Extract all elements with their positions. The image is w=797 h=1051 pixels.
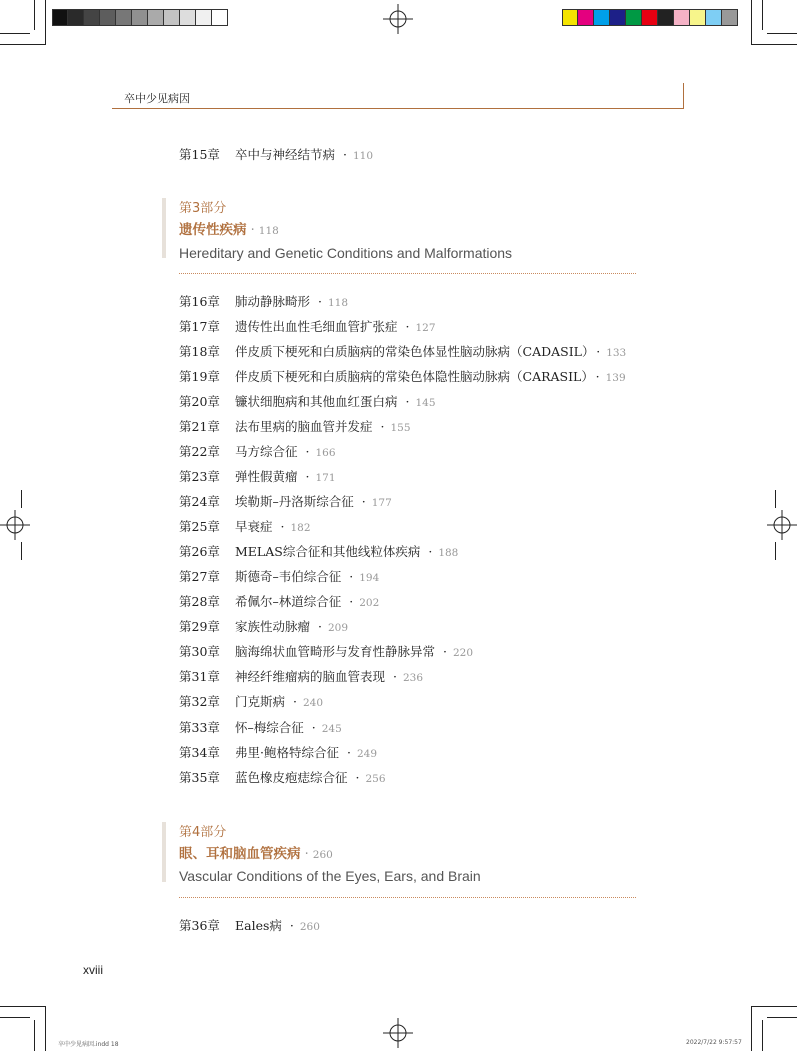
chapter-title: 伴皮质下梗死和白质脑病的常染色体隐性脑动脉病（CARASIL） xyxy=(235,369,588,385)
color-swatch xyxy=(626,9,642,26)
registration-mark-icon xyxy=(383,4,413,34)
page-number: 166 xyxy=(315,447,336,460)
chapter-number: 第36章 xyxy=(179,918,220,933)
chapter-title: 遗传性出血性毛细血管扩张症 xyxy=(235,319,398,335)
chapter-title: 弹性假黄瘤 xyxy=(235,469,298,485)
crop-mark xyxy=(762,0,763,30)
color-swatch xyxy=(562,9,578,26)
crop-mark xyxy=(767,33,797,34)
crop-mark xyxy=(751,1006,752,1051)
toc-entry xyxy=(179,492,392,512)
page-number: 133 xyxy=(606,347,627,360)
slug-filename: 卒中少见病因.indd 18 xyxy=(58,1041,119,1048)
separator-dot: · xyxy=(318,619,322,635)
gray-ramp-bar xyxy=(52,9,228,26)
chapter-number: 第29章 xyxy=(179,619,220,635)
page-number: 260 xyxy=(299,921,320,933)
registration-mark-icon xyxy=(383,1018,413,1048)
chapter-number: 第18章 xyxy=(179,344,220,360)
chapter-title: 脑海绵状血管畸形与发育性静脉异常 xyxy=(235,644,436,660)
color-swatch xyxy=(164,9,180,26)
separator-dot: · xyxy=(346,744,351,760)
toc-entry xyxy=(179,743,377,763)
separator-dot: · xyxy=(304,846,309,862)
color-swatch xyxy=(594,9,610,26)
page-folio: xviii xyxy=(83,963,103,977)
color-swatch xyxy=(132,9,148,26)
part-title xyxy=(179,842,333,862)
chapter-title: 弗里·鲍格特综合征 xyxy=(235,744,339,760)
chapter-title: 怀–梅综合征 xyxy=(235,719,304,735)
registration-mark-icon xyxy=(767,510,797,540)
dotted-divider xyxy=(179,897,636,898)
color-swatch xyxy=(196,9,212,26)
page-number: 145 xyxy=(415,397,436,410)
registration-mark-icon xyxy=(0,510,30,540)
crop-mark xyxy=(751,44,797,45)
toc-entry xyxy=(179,667,423,687)
toc-entry xyxy=(179,317,436,337)
dotted-divider xyxy=(179,273,636,274)
chapter-title: 镰状细胞病和其他血红蛋白病 xyxy=(235,394,398,410)
page-number: 182 xyxy=(290,522,311,535)
color-swatch xyxy=(642,9,658,26)
chapter-title: 肺动静脉畸形 xyxy=(235,294,311,309)
part-title xyxy=(179,218,279,238)
toc-entry xyxy=(179,342,626,362)
page-number: 249 xyxy=(356,747,378,760)
separator-dot: · xyxy=(355,769,360,785)
color-swatch xyxy=(658,9,674,26)
page-number: 171 xyxy=(315,472,336,485)
part-accent-bar xyxy=(162,822,166,882)
toc-entry xyxy=(179,292,348,312)
color-swatch xyxy=(52,9,68,26)
toc-entry xyxy=(179,617,348,637)
part-accent-bar xyxy=(162,198,166,258)
crop-mark xyxy=(751,0,752,44)
color-swatch xyxy=(116,9,132,26)
part-english-title: Vascular Conditions of the Eyes, Ears, and Brain xyxy=(179,868,481,884)
crop-mark xyxy=(775,542,776,560)
crop-mark xyxy=(45,1006,46,1051)
chapter-number: 第34章 xyxy=(179,744,220,760)
separator-dot: · xyxy=(361,494,366,510)
chapter-number: 第25章 xyxy=(179,519,220,535)
page-number: 118 xyxy=(328,297,349,309)
toc-entry xyxy=(179,592,379,612)
separator-dot: · xyxy=(311,719,316,735)
chapter-number: 第33章 xyxy=(179,719,220,735)
chapter-title: 家族性动脉瘤 xyxy=(235,619,311,635)
toc-entry xyxy=(179,367,626,387)
chapter-number: 第30章 xyxy=(179,644,220,660)
part-english-title: Hereditary and Genetic Conditions and Malformations xyxy=(179,245,513,261)
toc-entry xyxy=(179,692,323,712)
crop-mark xyxy=(775,490,776,508)
separator-dot: · xyxy=(393,669,397,685)
page-number: 155 xyxy=(390,422,411,435)
page-number: 256 xyxy=(365,772,386,785)
crop-mark xyxy=(34,0,35,30)
page-number: 194 xyxy=(359,572,380,585)
crop-mark xyxy=(0,33,30,34)
color-swatch xyxy=(100,9,116,26)
separator-dot: · xyxy=(250,222,255,238)
chapter-number: 第26章 xyxy=(179,544,220,560)
page-number: 110 xyxy=(353,150,374,162)
crop-mark xyxy=(751,1006,797,1007)
part-title-text: 眼、耳和脑血管疾病 xyxy=(179,846,301,862)
chapter-number: 第27章 xyxy=(179,569,220,585)
chapter-number: 第24章 xyxy=(179,494,220,510)
page-number: 220 xyxy=(453,647,474,660)
chapter-title: 斯德奇–韦伯综合征 xyxy=(235,569,342,585)
chapter-title: 卒中与神经结节病 xyxy=(235,147,336,162)
toc-entry xyxy=(179,442,336,462)
color-swatch xyxy=(722,9,738,26)
chapter-title: 法布里病的脑血管并发症 xyxy=(235,419,373,435)
chapter-title: 早衰症 xyxy=(235,519,273,535)
page-number: 245 xyxy=(321,722,342,735)
crop-mark xyxy=(0,44,46,45)
color-swatch xyxy=(690,9,706,26)
crop-mark xyxy=(0,1017,30,1018)
toc-entry xyxy=(179,417,411,437)
chapter-title: 马方综合征 xyxy=(235,444,298,460)
page-number: 139 xyxy=(605,372,626,385)
separator-dot: · xyxy=(349,569,354,585)
separator-dot: · xyxy=(405,319,410,335)
page-number: 118 xyxy=(258,225,279,237)
color-swatch xyxy=(706,9,722,26)
toc-entry xyxy=(179,768,386,788)
chapter-number: 第35章 xyxy=(179,769,220,785)
chapter-number: 第16章 xyxy=(179,294,220,309)
part-title-text: 遗传性疾病 xyxy=(179,222,247,238)
page-number: 209 xyxy=(328,622,349,635)
color-swatch xyxy=(212,9,228,26)
separator-dot: · xyxy=(380,419,385,435)
toc-entry xyxy=(179,145,373,165)
color-swatch xyxy=(84,9,100,26)
color-swatch xyxy=(148,9,164,26)
separator-dot: · xyxy=(405,394,410,410)
color-swatch xyxy=(180,9,196,26)
separator-dot: · xyxy=(596,344,601,360)
separator-dot: · xyxy=(305,469,310,485)
crop-mark xyxy=(34,1020,35,1051)
separator-dot: · xyxy=(349,594,354,610)
crop-mark xyxy=(767,1017,797,1018)
page-number: 240 xyxy=(303,697,324,710)
separator-dot: · xyxy=(289,918,294,933)
toc-entry xyxy=(179,642,473,662)
chapter-title: 蓝色橡皮疱痣综合征 xyxy=(235,769,348,785)
toc-entry xyxy=(179,916,320,936)
chapter-title: 希佩尔–林道综合征 xyxy=(235,594,342,610)
chapter-number: 第32章 xyxy=(179,694,220,710)
color-swatch xyxy=(674,9,690,26)
running-title: 卒中少见病因 xyxy=(124,92,190,105)
separator-dot: · xyxy=(428,544,433,560)
toc-entry xyxy=(179,542,458,562)
separator-dot: · xyxy=(443,644,447,660)
part-label: 第4部分 xyxy=(179,825,227,840)
chapter-number: 第31章 xyxy=(179,669,220,685)
color-control-bar xyxy=(562,9,738,26)
chapter-number: 第19章 xyxy=(179,369,220,385)
chapter-title: 埃勒斯–丹洛斯综合征 xyxy=(235,494,354,510)
chapter-title: Eales病 xyxy=(235,918,282,933)
running-header xyxy=(112,83,684,109)
separator-dot: · xyxy=(293,694,297,710)
chapter-number: 第22章 xyxy=(179,444,220,460)
color-swatch xyxy=(578,9,594,26)
separator-dot: · xyxy=(280,519,285,535)
toc-entry xyxy=(179,517,311,537)
toc-entry xyxy=(179,392,436,412)
toc-entry xyxy=(179,718,342,738)
chapter-number: 第17章 xyxy=(179,319,220,335)
separator-dot: · xyxy=(343,147,347,162)
page-number: 188 xyxy=(438,547,459,560)
page-number: 260 xyxy=(312,849,333,861)
color-swatch xyxy=(68,9,84,26)
toc-entry xyxy=(179,567,379,587)
crop-mark xyxy=(21,542,22,560)
chapter-number: 第15章 xyxy=(179,147,220,162)
crop-mark xyxy=(21,490,22,508)
page-number: 127 xyxy=(415,322,436,335)
chapter-number: 第21章 xyxy=(179,419,220,435)
page-number: 202 xyxy=(359,597,380,610)
page-number: 236 xyxy=(403,672,424,685)
chapter-title: MELAS综合征和其他线粒体疾病 xyxy=(235,544,421,560)
chapter-title: 神经纤维瘤病的脑血管表现 xyxy=(235,669,386,685)
page-number: 177 xyxy=(371,497,392,510)
crop-mark xyxy=(0,1006,46,1007)
chapter-number: 第28章 xyxy=(179,594,220,610)
toc-entry xyxy=(179,467,336,487)
chapter-number: 第23章 xyxy=(179,469,220,485)
separator-dot: · xyxy=(318,294,322,309)
chapter-title: 门克斯病 xyxy=(235,694,286,710)
separator-dot: · xyxy=(305,444,310,460)
part-label: 第3部分 xyxy=(179,201,227,216)
chapter-title: 伴皮质下梗死和白质脑病的常染色体显性脑动脉病（CADASIL） xyxy=(235,344,589,360)
separator-dot: · xyxy=(595,369,600,385)
crop-mark xyxy=(762,1020,763,1051)
slug-timestamp: 2022/7/22 9:57:57 xyxy=(686,1039,742,1046)
chapter-number: 第20章 xyxy=(179,394,220,410)
crop-mark xyxy=(45,0,46,44)
color-swatch xyxy=(610,9,626,26)
